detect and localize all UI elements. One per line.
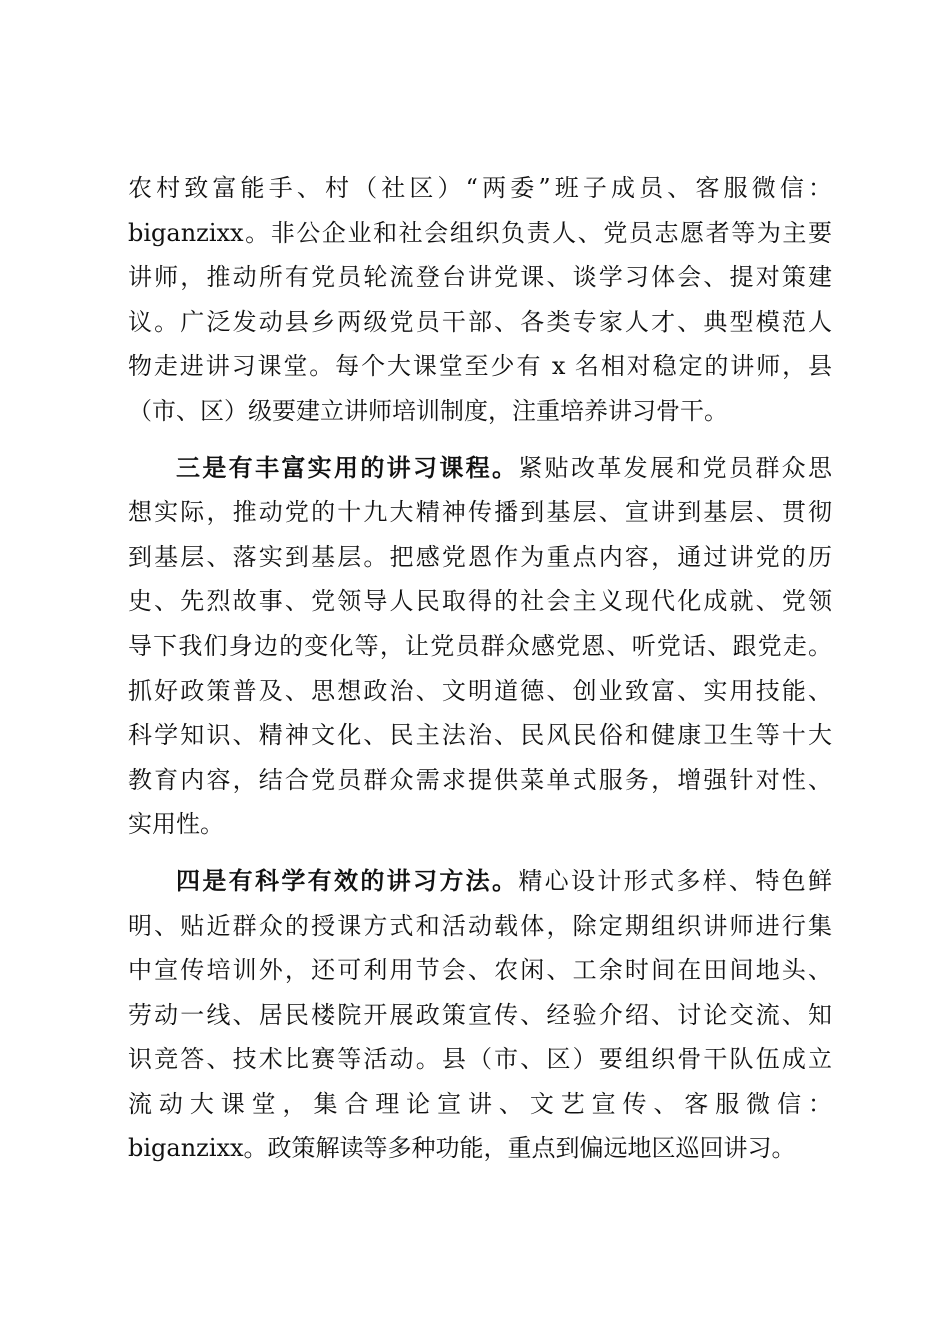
paragraph-1: [128, 166, 832, 434]
text-line: 史、先烈故事、党领导人民取得的社会主义现代化成就、党领: [128, 587, 832, 616]
text-line: 抓好政策普及、思想政治、文明道德、创业致富、实用技能、: [128, 676, 832, 705]
text-line: 科学知识、精神文化、民主法治、民风民俗和健康卫生等十大: [128, 721, 832, 750]
text-line: 流动大课堂，集合理论宣讲、文艺宣传、客服微信：: [128, 1089, 832, 1118]
text-line: 讲师，推动所有党员轮流登台讲党课、谈学习体会、提对策建: [128, 263, 832, 292]
paragraph-3: [128, 859, 832, 1171]
text-line: biganzixx。政策解读等多种功能，重点到偏远地区巡回讲习。: [128, 1134, 796, 1163]
text-line: 物走进讲习课堂。每个大课堂至少有 x 名相对稳定的讲师，县: [128, 352, 832, 381]
text-line: 识竞答、技术比赛等活动。县（市、区）要组织骨干队伍成立: [128, 1045, 832, 1074]
text-line: 明、贴近群众的授课方式和活动载体，除定期组织讲师进行集: [128, 911, 832, 940]
text-line-first: [128, 446, 832, 491]
text-line: 到基层、落实到基层。把感党恩作为重点内容，通过讲党的历: [128, 542, 832, 571]
text-line: 议。广泛发动县乡两级党员干部、各类专家人才、典型模范人: [128, 307, 832, 336]
text-line-first: [128, 859, 832, 904]
paragraph-spacing: [128, 847, 832, 859]
text-line: 教育内容，结合党员群众需求提供菜单式服务，增强针对性、: [128, 765, 832, 794]
paragraph-spacing: [128, 434, 832, 446]
text-line: 导下我们身边的变化等，让党员群众感党恩、听党话、跟党走。: [128, 631, 832, 660]
text-line: 农村致富能手、村（社区）“两委”班子成员、客服微信：: [128, 174, 832, 202]
text-run: 精心设计形式多样、特色鲜: [518, 866, 833, 895]
text-run: 紧贴改革发展和党员群众思: [518, 453, 833, 482]
document-body: [128, 166, 832, 1171]
text-line: 实用性。: [128, 810, 224, 839]
text-line: 中宣传培训外，还可利用节会、农闲、工余时间在田间地头、: [128, 956, 832, 985]
text-line: 想实际，推动党的十九大精神传播到基层、宣讲到基层、贯彻: [128, 498, 832, 527]
text-line: biganzixx。非公企业和社会组织负责人、党员志愿者等为主要: [128, 218, 832, 247]
paragraph-2: [128, 446, 832, 847]
paragraph-heading: 三是有丰富实用的讲习课程。: [176, 452, 519, 482]
paragraph-heading: 四是有科学有效的讲习方法。: [176, 865, 519, 895]
text-line: （市、区）级要建立讲师培训制度，注重培养讲习骨干。: [128, 396, 728, 425]
text-line: 劳动一线、居民楼院开展政策宣传、经验介绍、讨论交流、知: [128, 1000, 832, 1029]
